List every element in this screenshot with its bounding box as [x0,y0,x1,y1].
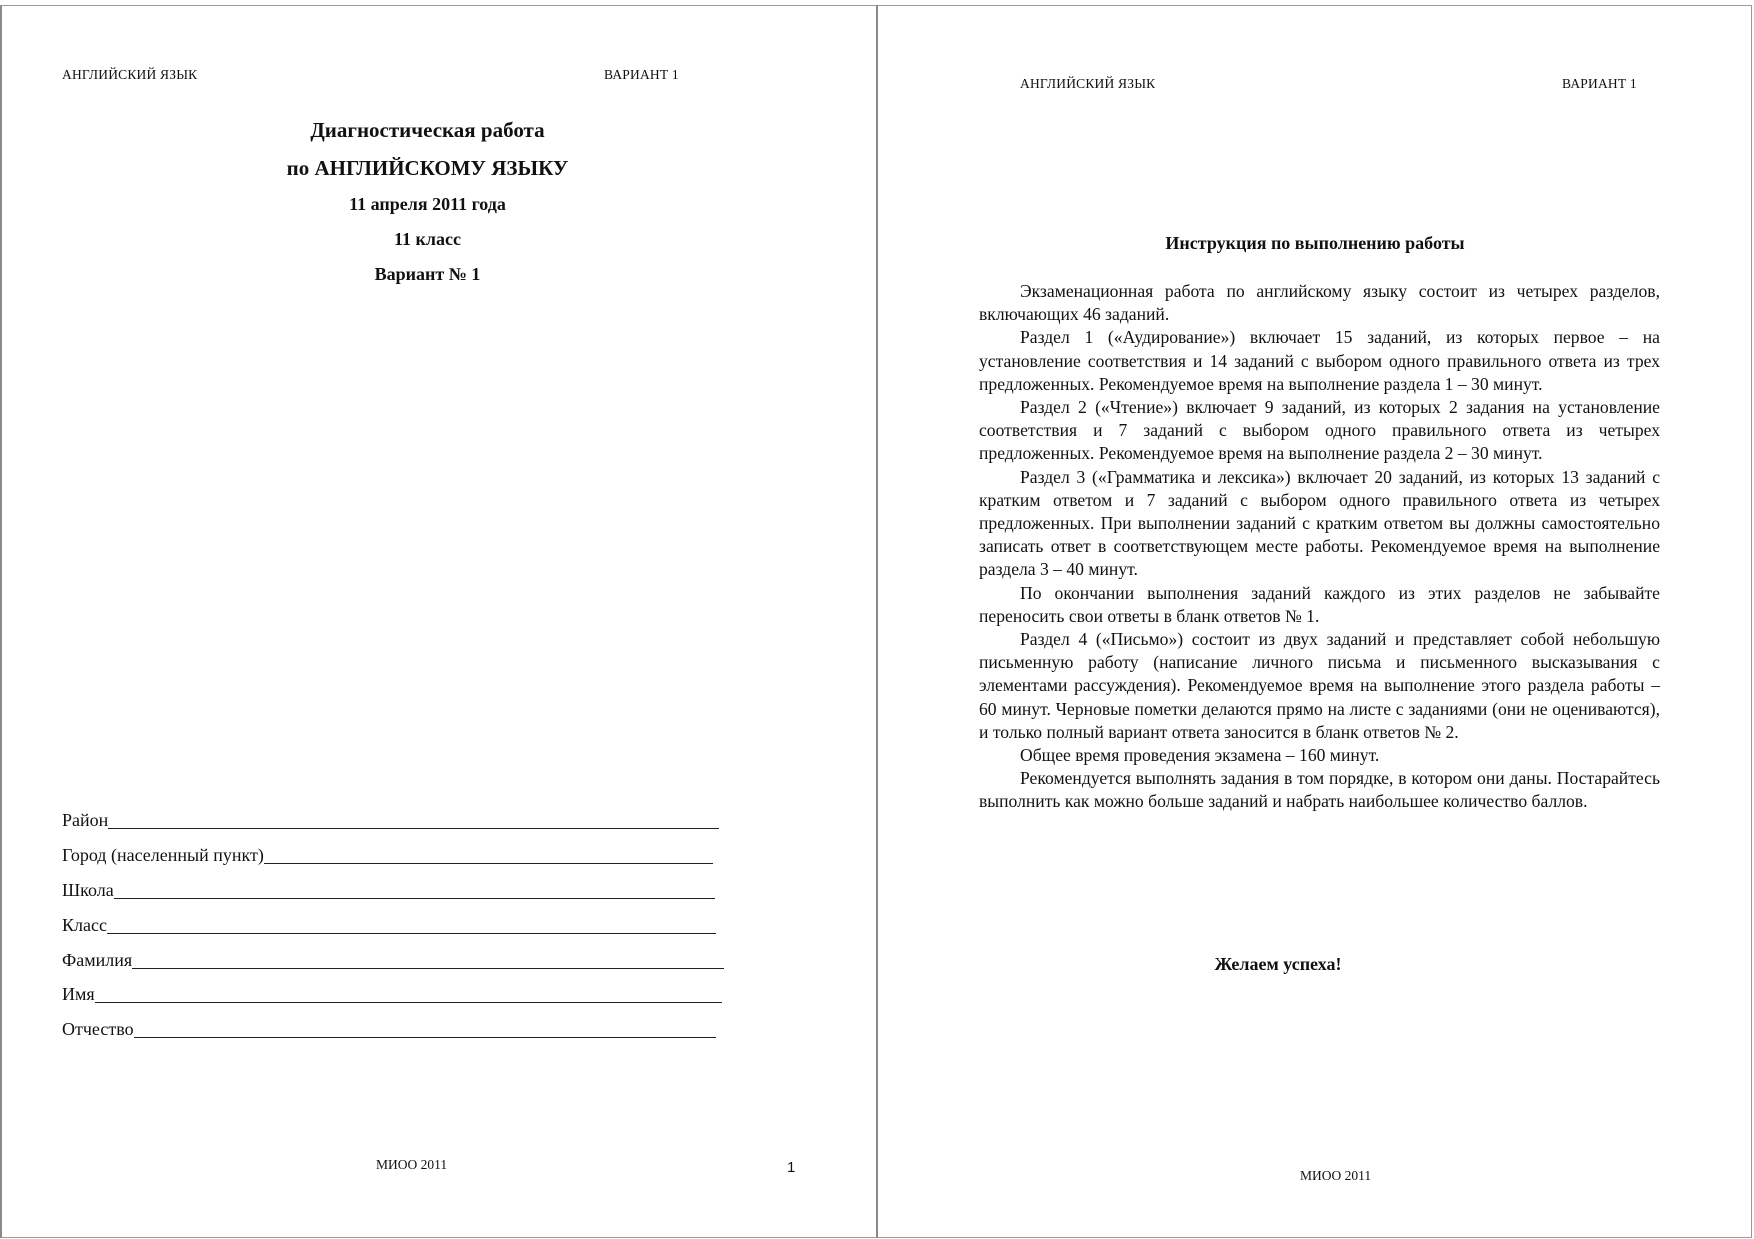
field-patronymic[interactable] [62,1018,716,1040]
header-subject: АНГЛИЙСКИЙ ЯЗЫК [62,67,198,82]
paragraph: Раздел 1 («Аудирование») включает 15 заданий, из которых первое – на установление соответствия и 14 заданий с выбором одного правильного ответа из трех предложенных. Рекомендуемое время на выполнение раздела 1 – 30 минут. [979,327,1660,394]
paragraph: Раздел 4 («Письмо») состоит из двух заданий и представляет собой небольшую письменную работу (написание личного письма и письменного высказывания с элементами рассуждения). Рекомендуемое время на выполнение этого раздела работы – 60 минут. Черновые пометки делаются прямо на листе с заданиями (они не оцениваются), и только полный вариант ответа заносится в бланк ответов № 2. [979,629,1660,742]
paragraph: Раздел 3 («Грамматика и лексика») включает 20 заданий, из которых 13 заданий с кратким ответом и 7 заданий с выбором одного правильного ответа из четырех предложенных. При выполнении заданий с кратким ответом вы должны самостоятельно записать ответ в соответствующем месте работы. Рекомендуемое время на выполнение раздела 3 – 40 минут. [979,466,1660,580]
variant-title: Вариант № 1 [374,264,481,284]
paragraph: По окончании выполнения заданий каждого из этих разделов не забывайте переносить свои ответы в бланк ответов № 1. [979,582,1660,626]
title-line-1: Диагностическая работа [310,118,545,142]
field-class[interactable] [62,914,716,936]
header-variant: ВАРИАНТ 1 [604,67,679,82]
right-page [878,5,1752,1238]
fill-line [107,917,716,934]
grade: 11 класс [394,229,461,249]
instructions-title: Инструкция по выполнению работы [1165,233,1465,253]
left-page [0,5,876,1238]
fill-line [95,986,722,1003]
field-label: Район [62,810,109,830]
header-variant: ВАРИАНТ 1 [1562,76,1637,91]
field-label: Школа [62,880,114,900]
header-subject: АНГЛИЙСКИЙ ЯЗЫК [1020,76,1156,91]
field-surname[interactable] [62,949,724,971]
exam-date: 11 апреля 2011 года [349,194,506,214]
paragraph: Экзаменационная работа по английскому языку состоит из четырех разделов, включающих 46 заданий. [979,281,1660,325]
field-label: Отчество [62,1019,134,1039]
fill-line [132,952,724,969]
field-label: Фамилия [62,950,133,970]
page-number: 1 [787,1159,796,1176]
closing-wish: Желаем успеха! [1214,954,1342,974]
instructions-body [979,280,1660,814]
field-city[interactable] [62,844,713,866]
fill-line [264,847,713,864]
paragraph: Раздел 2 («Чтение») включает 9 заданий, из которых 2 задания на установление соответствия и 7 заданий с выбором одного правильного ответа из четырех предложенных. Рекомендуемое время на выполнение раздела 2 – 30 минут. [979,397,1660,464]
fill-line [108,812,719,829]
fill-line [134,1021,716,1038]
paragraph: Общее время проведения экзамена – 160 минут. [1020,745,1380,766]
footer: МИОО 2011 [376,1157,448,1172]
field-school[interactable] [62,879,715,901]
field-label: Класс [62,915,107,935]
title-line-2: по АНГЛИЙСКОМУ ЯЗЫКУ [286,156,569,180]
fill-line [114,882,715,899]
footer: МИОО 2011 [1300,1168,1372,1183]
field-name[interactable] [62,983,722,1005]
field-label: Имя [62,984,95,1004]
field-district[interactable] [62,809,719,831]
paragraph: Рекомендуется выполнять задания в том порядке, в котором они даны. Постарайтесь выполнить как можно больше заданий и набрать наибольшее количество баллов. [979,768,1660,812]
field-label: Город (населенный пункт) [62,845,264,865]
